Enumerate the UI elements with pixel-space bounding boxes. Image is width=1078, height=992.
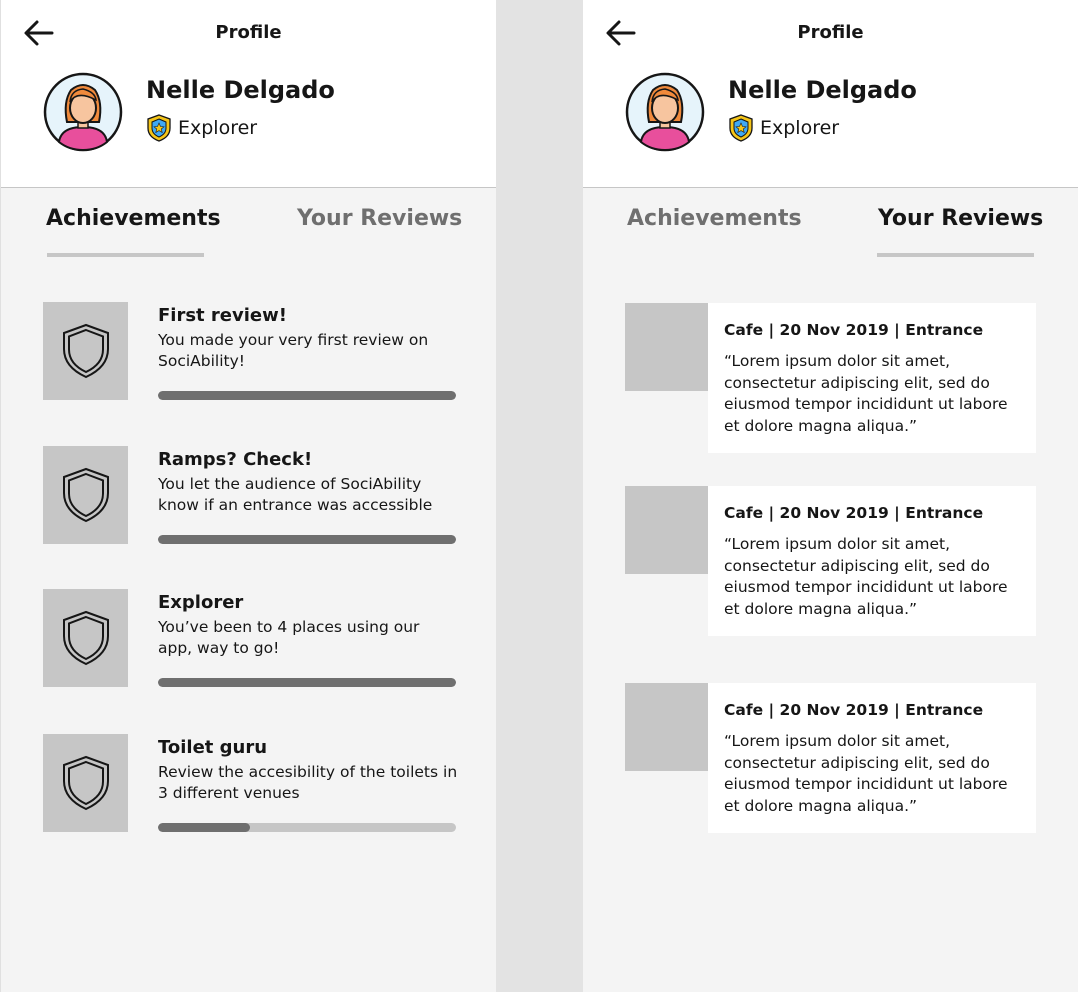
achievement-title: First review! bbox=[158, 305, 287, 326]
achievement-title: Ramps? Check! bbox=[158, 449, 313, 470]
achievement-thumbnail bbox=[43, 589, 128, 687]
achievement-progress-fill bbox=[158, 391, 456, 400]
review-card bbox=[708, 303, 1036, 453]
profile-tabs bbox=[583, 200, 1078, 264]
user-name: Nelle Delgado bbox=[146, 76, 335, 104]
active-tab-indicator bbox=[877, 253, 1034, 257]
review-card bbox=[708, 486, 1036, 636]
active-tab-indicator bbox=[47, 253, 204, 257]
review-meta: Cafe | 20 Nov 2019 | Entrance bbox=[724, 321, 984, 339]
achievement-progress bbox=[158, 535, 456, 544]
achievement-progress bbox=[158, 678, 456, 687]
tab-achievements[interactable]: Achievements bbox=[46, 206, 221, 231]
review-meta: Cafe | 20 Nov 2019 | Entrance bbox=[724, 504, 984, 522]
review-item[interactable] bbox=[583, 486, 1078, 638]
badge-label: Explorer bbox=[760, 117, 840, 139]
achievement-item[interactable] bbox=[1, 302, 496, 402]
achievement-item[interactable] bbox=[1, 589, 496, 689]
avatar bbox=[43, 72, 123, 152]
page-title: Profile bbox=[797, 22, 864, 43]
tab-your-reviews[interactable]: Your Reviews bbox=[878, 206, 1044, 231]
shield-icon bbox=[61, 467, 111, 523]
achievement-title: Toilet guru bbox=[158, 737, 268, 758]
shield-icon bbox=[61, 610, 111, 666]
user-badge bbox=[146, 114, 257, 142]
achievement-progress bbox=[158, 823, 456, 832]
review-meta: Cafe | 20 Nov 2019 | Entrance bbox=[724, 701, 984, 719]
achievement-thumbnail bbox=[43, 302, 128, 400]
achievement-description: You let the audience of SociAbility know if an entrance was accessible bbox=[158, 475, 433, 514]
review-item[interactable] bbox=[583, 683, 1078, 835]
achievement-progress bbox=[158, 391, 456, 400]
review-thumbnail bbox=[625, 683, 709, 771]
explorer-badge-icon bbox=[146, 114, 172, 142]
tab-your-reviews[interactable]: Your Reviews bbox=[297, 206, 463, 231]
achievements-screen bbox=[0, 0, 496, 992]
page-title: Profile bbox=[215, 22, 282, 43]
achievement-progress-fill bbox=[158, 678, 456, 687]
achievement-title: Explorer bbox=[158, 592, 244, 613]
profile-header bbox=[1, 0, 496, 188]
achievement-description: You made your very first review on SociAbility! bbox=[158, 331, 429, 370]
review-thumbnail bbox=[625, 303, 709, 391]
achievement-item[interactable] bbox=[1, 446, 496, 546]
achievement-description: Review the accesibility of the toilets in 3 different venues bbox=[158, 763, 458, 802]
review-item[interactable] bbox=[583, 303, 1078, 455]
profile-header bbox=[583, 0, 1078, 188]
user-name: Nelle Delgado bbox=[728, 76, 917, 104]
shield-icon bbox=[61, 323, 111, 379]
review-text: “Lorem ipsum dolor sit amet, consectetur adipiscing elit, sed do eiusmod tempor incididunt ut labore et dolore magna aliqua.” bbox=[724, 535, 1008, 618]
avatar bbox=[625, 72, 705, 152]
user-badge bbox=[728, 114, 839, 142]
tab-achievements[interactable]: Achievements bbox=[627, 206, 802, 231]
review-card bbox=[708, 683, 1036, 833]
profile-tabs bbox=[1, 200, 496, 264]
achievement-item[interactable] bbox=[1, 734, 496, 834]
review-text: “Lorem ipsum dolor sit amet, consectetur adipiscing elit, sed do eiusmod tempor incididunt ut labore et dolore magna aliqua.” bbox=[724, 352, 1008, 435]
achievement-progress-fill bbox=[158, 823, 250, 832]
achievement-thumbnail bbox=[43, 446, 128, 544]
explorer-badge-icon bbox=[728, 114, 754, 142]
achievement-thumbnail bbox=[43, 734, 128, 832]
achievement-description: You’ve been to 4 places using our app, way to go! bbox=[158, 618, 420, 657]
reviews-screen bbox=[583, 0, 1078, 992]
shield-icon bbox=[61, 755, 111, 811]
achievement-progress-fill bbox=[158, 535, 456, 544]
review-thumbnail bbox=[625, 486, 709, 574]
badge-label: Explorer bbox=[178, 117, 258, 139]
review-text: “Lorem ipsum dolor sit amet, consectetur adipiscing elit, sed do eiusmod tempor incididunt ut labore et dolore magna aliqua.” bbox=[724, 732, 1008, 815]
